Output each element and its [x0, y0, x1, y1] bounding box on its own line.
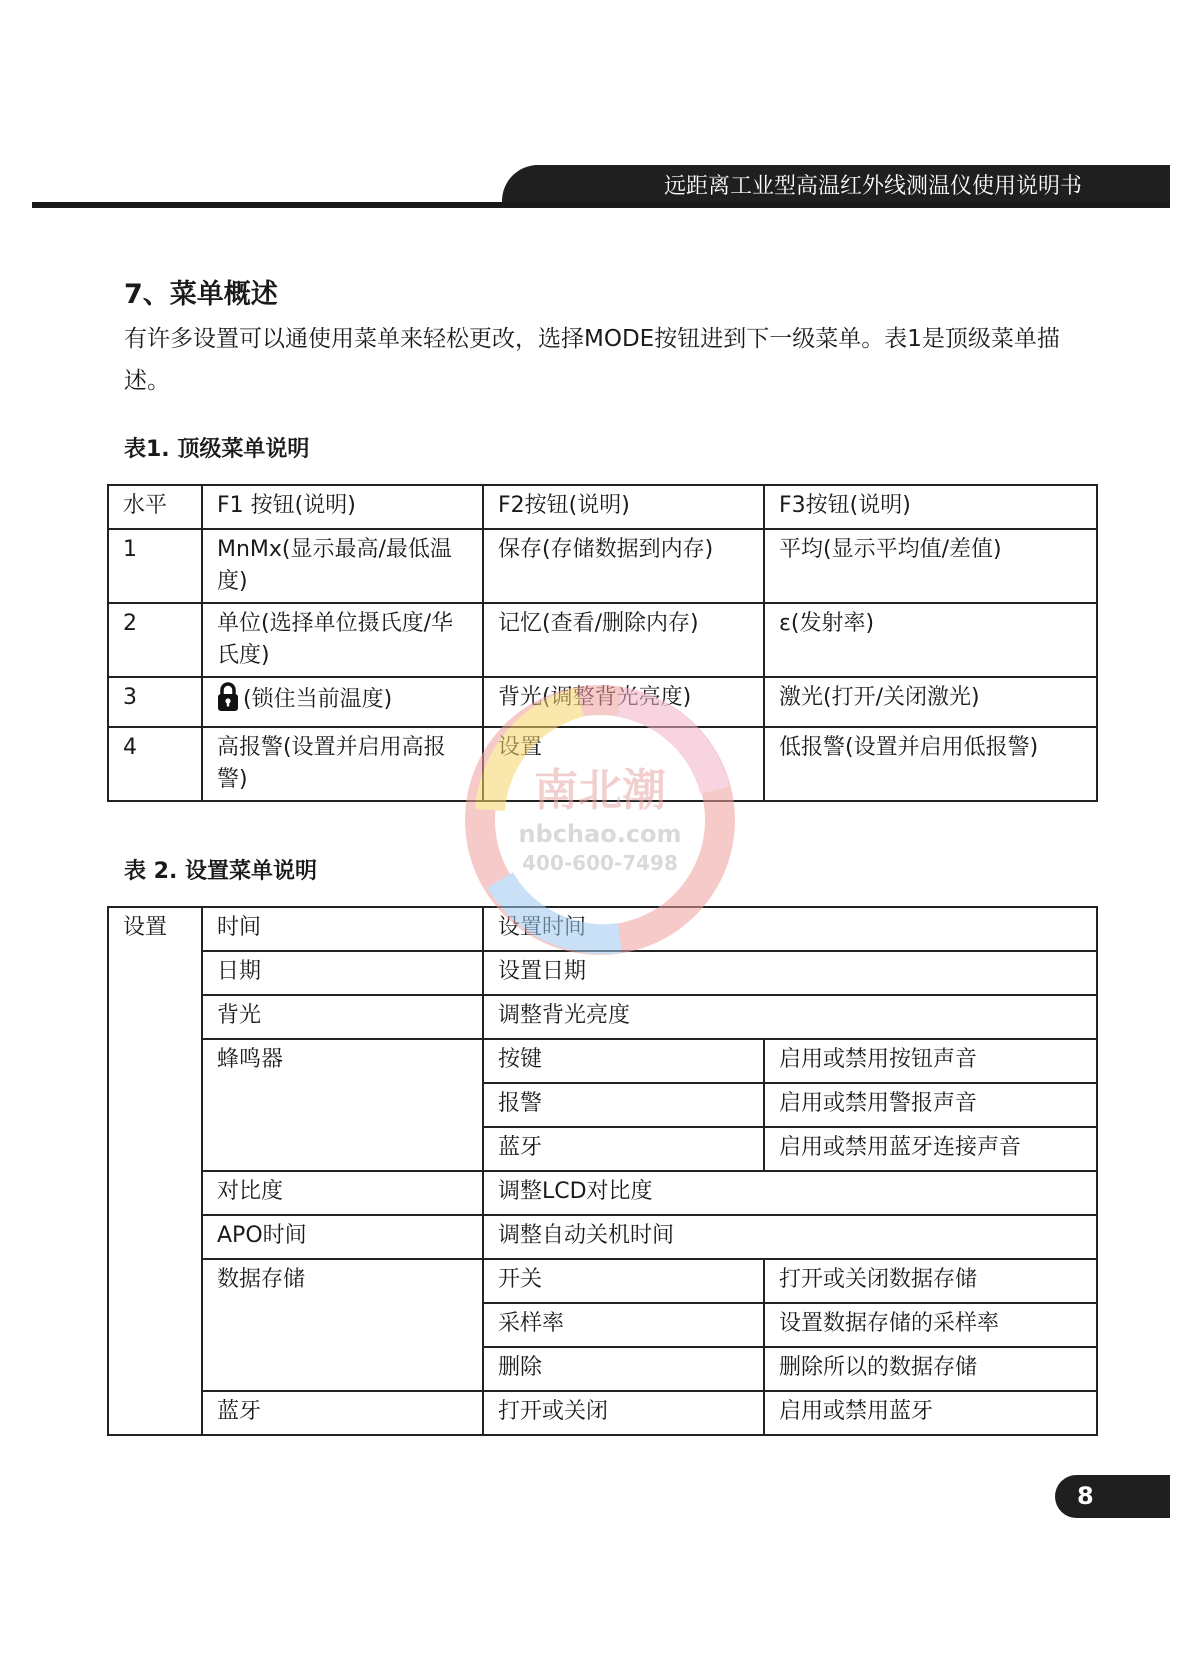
table-cell: 设置时间: [483, 907, 1097, 951]
table-cell: 报警: [483, 1083, 764, 1127]
settings-menu-table: [107, 906, 1098, 1436]
table-row: [108, 951, 1097, 995]
header-cell: F3按钮(说明): [764, 485, 1097, 529]
watermark-site: nbchao.com: [518, 820, 682, 848]
table1-caption: 表1. 顶级菜单说明: [124, 437, 310, 462]
page-number: 8: [1055, 1475, 1170, 1518]
table-cell: 背光: [202, 995, 483, 1039]
lock-label: (锁住当前温度): [243, 687, 393, 712]
table-cell: 高报警(设置并启用高报警): [202, 727, 483, 801]
table-cell: 1: [108, 529, 202, 603]
table-header-row: [108, 485, 1097, 529]
table-cell: 打开或关闭: [483, 1391, 764, 1435]
header-rule: [32, 202, 1170, 208]
header-title: 远距离工业型高温红外线测温仪使用说明书: [502, 165, 1170, 208]
table-cell: 删除所以的数据存储: [764, 1347, 1097, 1391]
table-cell: 保存(存储数据到内存): [483, 529, 764, 603]
table-cell: APO时间: [202, 1215, 483, 1259]
table-cell: 蜂鸣器: [202, 1039, 483, 1171]
group-cell: 设置: [108, 907, 202, 1435]
table-row: [108, 1171, 1097, 1215]
table-cell: 记忆(查看/删除内存): [483, 603, 764, 677]
table-cell: 开关: [483, 1259, 764, 1303]
table-cell: 3: [108, 677, 202, 727]
table-cell: 日期: [202, 951, 483, 995]
table-row: [108, 1039, 1097, 1083]
table-cell: 低报警(设置并启用低报警): [764, 727, 1097, 801]
table-cell: 启用或禁用蓝牙: [764, 1391, 1097, 1435]
table-cell: 单位(选择单位摄氏度/华氏度): [202, 603, 483, 677]
table-cell: 设置数据存储的采样率: [764, 1303, 1097, 1347]
section-title: 7、菜单概述: [124, 279, 278, 310]
top-menu-table: [107, 484, 1098, 802]
table-cell: 平均(显示平均值/差值): [764, 529, 1097, 603]
table-row: [108, 1259, 1097, 1303]
table-row: [108, 995, 1097, 1039]
table-cell: 启用或禁用警报声音: [764, 1083, 1097, 1127]
table-cell: 蓝牙: [483, 1127, 764, 1171]
table-cell: 打开或关闭数据存储: [764, 1259, 1097, 1303]
table-cell: MnMx(显示最高/最低温度): [202, 529, 483, 603]
table-row: [108, 907, 1097, 951]
watermark-phone: 400-600-7498: [522, 851, 678, 875]
table-row: [108, 677, 1097, 727]
table-cell: 调整自动关机时间: [483, 1215, 1097, 1259]
table-cell: 调整背光亮度: [483, 995, 1097, 1039]
table-cell: 数据存储: [202, 1259, 483, 1391]
table-cell: 按键: [483, 1039, 764, 1083]
table-row: [108, 727, 1097, 801]
table-cell: 对比度: [202, 1171, 483, 1215]
table-cell: [202, 677, 483, 727]
table-cell: 设置: [483, 727, 764, 801]
header-cell: 水平: [108, 485, 202, 529]
table-cell: 调整LCD对比度: [483, 1171, 1097, 1215]
table2-caption: 表 2. 设置菜单说明: [124, 859, 317, 884]
table-row: [108, 603, 1097, 677]
table-row: [108, 529, 1097, 603]
header-cell: F1 按钮(说明): [202, 485, 483, 529]
table-cell: ε(发射率): [764, 603, 1097, 677]
table-cell: 启用或禁用按钮声音: [764, 1039, 1097, 1083]
table-cell: 4: [108, 727, 202, 801]
table-row: [108, 1215, 1097, 1259]
table-cell: 删除: [483, 1347, 764, 1391]
table-cell: 激光(打开/关闭激光): [764, 677, 1097, 727]
table-cell: 2: [108, 603, 202, 677]
table-cell: 启用或禁用蓝牙连接声音: [764, 1127, 1097, 1171]
table-cell: 设置日期: [483, 951, 1097, 995]
watermark-brand: 南北潮: [534, 765, 666, 816]
table-cell: 蓝牙: [202, 1391, 483, 1435]
section-intro: 有许多设置可以通使用菜单来轻松更改，选择MODE按钮进到下一级菜单。表1是顶级菜单描述。: [124, 326, 1060, 394]
table-cell: 采样率: [483, 1303, 764, 1347]
table-cell: 时间: [202, 907, 483, 951]
lock-icon: [217, 682, 239, 722]
table-cell: 背光(调整背光亮度): [483, 677, 764, 727]
header-cell: F2按钮(说明): [483, 485, 764, 529]
table-row: [108, 1391, 1097, 1435]
